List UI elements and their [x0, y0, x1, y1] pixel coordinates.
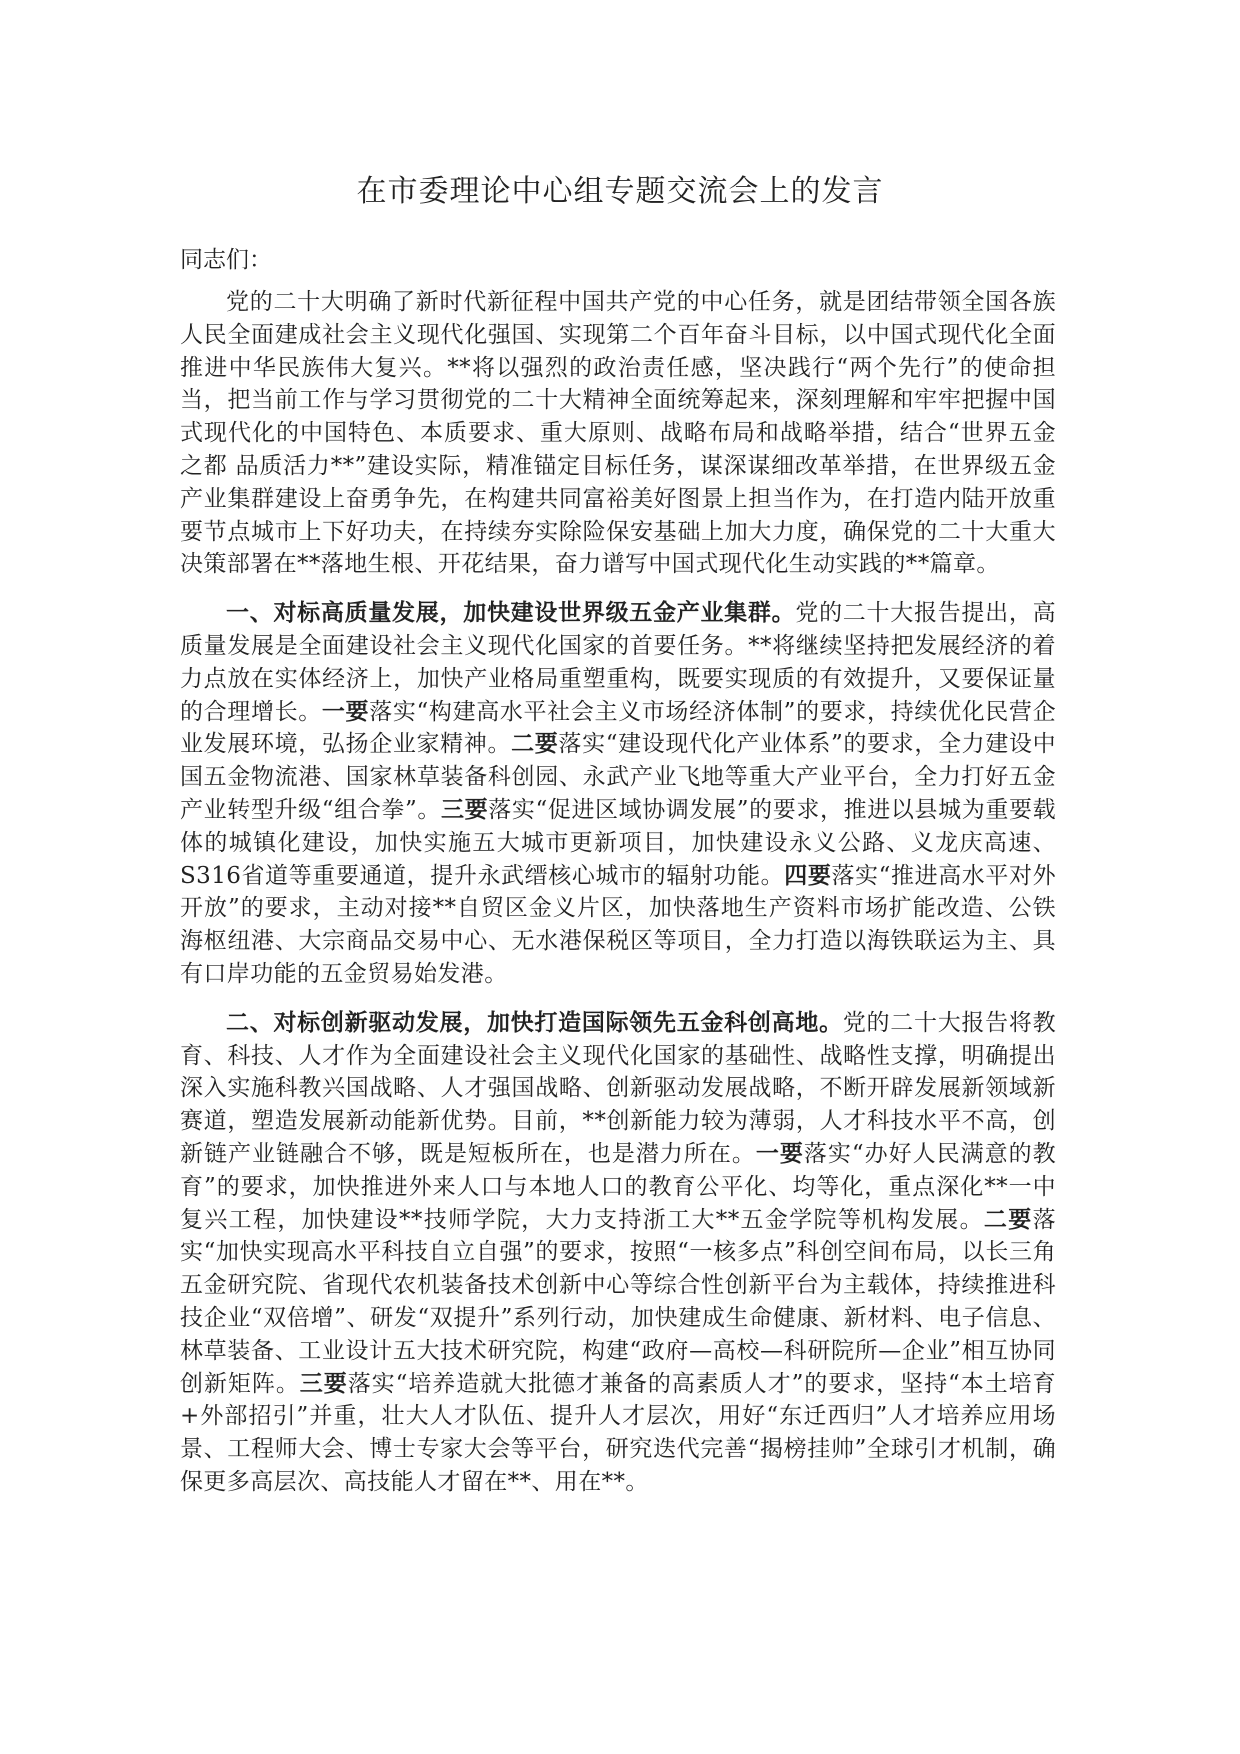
section-1-text-2: 落实“建设现代化产业体系”的要求，全力建设中国五金物流港、国家林草装备科创园、永武产业飞地等重大产业平台，全力打好五金产业转型升级“组合拳”。 [180, 731, 1056, 823]
section-2-heading: 二、对标创新驱动发展，加快打造国际领先五金科创高地。 [226, 1008, 843, 1036]
section-2-marker-2: 二要 [983, 1205, 1033, 1233]
section-1-text-3: 落实“促进区域协调发展”的要求，推进以县城为重要载体的城镇化建设，加快实施五大城市更新项目，加快建设永义公路、义龙庆高速、S316省道等重要通道，提升永武缙核心城市的辐射功能。 [180, 796, 1056, 889]
section-1-paragraph [180, 597, 1056, 991]
section-1-heading: 一、对标高质量发展，加快建设世界级五金产业集群。 [226, 599, 796, 627]
section-2-text-2: 落实“加快实现高水平科技自立自强”的要求，按照“一核多点”科创空间布局，以长三角五金研究院、省现代农机装备技术创新中心等综合性创新平台为主载体，持续推进科技企业“双倍增”、研发“双提升”系列行动，加快建成生命健康、新材料、电子信息、林草装备、工业设计五大技术研究院，构建“政府—高校—科研院所—企业”相互协同创新矩阵。 [180, 1206, 1057, 1397]
document-body [180, 286, 1056, 1515]
section-1-marker-1: 一要 [321, 697, 370, 725]
section-2-text-1: 落实“办好人民满意的教育”的要求，加快推进外来人口与本地人口的教育公平化、均等化，重点深化**一中复兴工程，加快建设**技师学院，大力支持浙工大**五金学院等机构发展。 [180, 1140, 1056, 1233]
section-2-lead: 党的二十大报告将教育、科技、人才作为全面建设社会主义现代化国家的基础性、战略性支撑，明确提出深入实施科教兴国战略、人才强国战略、创新驱动发展战略，不断开辟发展新领域新赛道，塑造发展新动能新优势。目前，**创新能力较为薄弱，人才科技水平不高，创新链产业链融合不够，既是短板所在，也是潜力所在。 [180, 1009, 1056, 1167]
page-title: 在市委理论中心组专题交流会上的发言 [356, 174, 884, 209]
intro-paragraph: 党的二十大明确了新时代新征程中国共产党的中心任务，就是团结带领全国各族人民全面建成社会主义现代化强国、实现第二个百年奋斗目标，以中国式现代化全面推进中华民族伟大复兴。**将以强烈的政治责任感，坚决践行“两个先行”的使命担当，把当前工作与学习贯彻党的二十大精神全面统筹起来，深刻理解和牢牢把握中国式现代化的中国特色、本质要求、重大原则、战略布局和战略举措，结合“世界五金之都 品质活力**”建设实际，精准锚定目标任务，谋深谋细改革举措，在世界级五金产业集群建设上奋勇争先，在构建共同富裕美好图景上担当作为，在打造内陆开放重要节点城市上下好功夫，在持续夯实除险保安基础上加大力度，确保党的二十大重大决策部署在**落地生根、开花结果，奋力谱写中国式现代化生动实践的**篇章。 [180, 289, 1056, 578]
section-2-marker-3: 三要 [299, 1369, 348, 1397]
section-2-marker-1: 一要 [755, 1139, 804, 1167]
section-2-text-3: 落实“培养造就大批德才兼备的高素质人才”的要求，坚持“本土培育+外部招引”并重，壮大人才队伍、提升人才层次，用好“东迁西归”人才培养应用场景、工程师大会、博士专家大会等平台，研究迭代完善“揭榜挂帅”全球引才机制，确保更多高层次、高技能人才留在**、用在**。 [180, 1370, 1056, 1495]
salutation: 同志们： [180, 247, 272, 273]
section-1-text-4: 落实“推进高水平对外开放”的要求，主动对接**自贸区金义片区，加快落地生产资料市场扩能改造、公铁海枢纽港、大宗商品交易中心、无水港保税区等项目，全力打造以海铁联运为主、具有口岸功能的五金贸易始发港。 [180, 862, 1056, 987]
section-1-text-1: 落实“构建高水平社会主义市场经济体制”的要求，持续优化民营企业发展环境，弘扬企业家精神。 [180, 698, 1056, 758]
section-1-marker-2: 二要 [511, 730, 559, 758]
section-2-paragraph [180, 1007, 1056, 1499]
section-1-marker-4: 四要 [784, 861, 832, 889]
section-1-marker-3: 三要 [440, 795, 489, 823]
section-1-lead: 党的二十大报告提出，高质量发展是全面建设社会主义现代化国家的首要任务。**将继续坚持把发展经济的着力点放在实体经济上，加快产业格局重塑重构，既要实现质的有效提升，又要保证量的合理增长。 [180, 600, 1056, 725]
